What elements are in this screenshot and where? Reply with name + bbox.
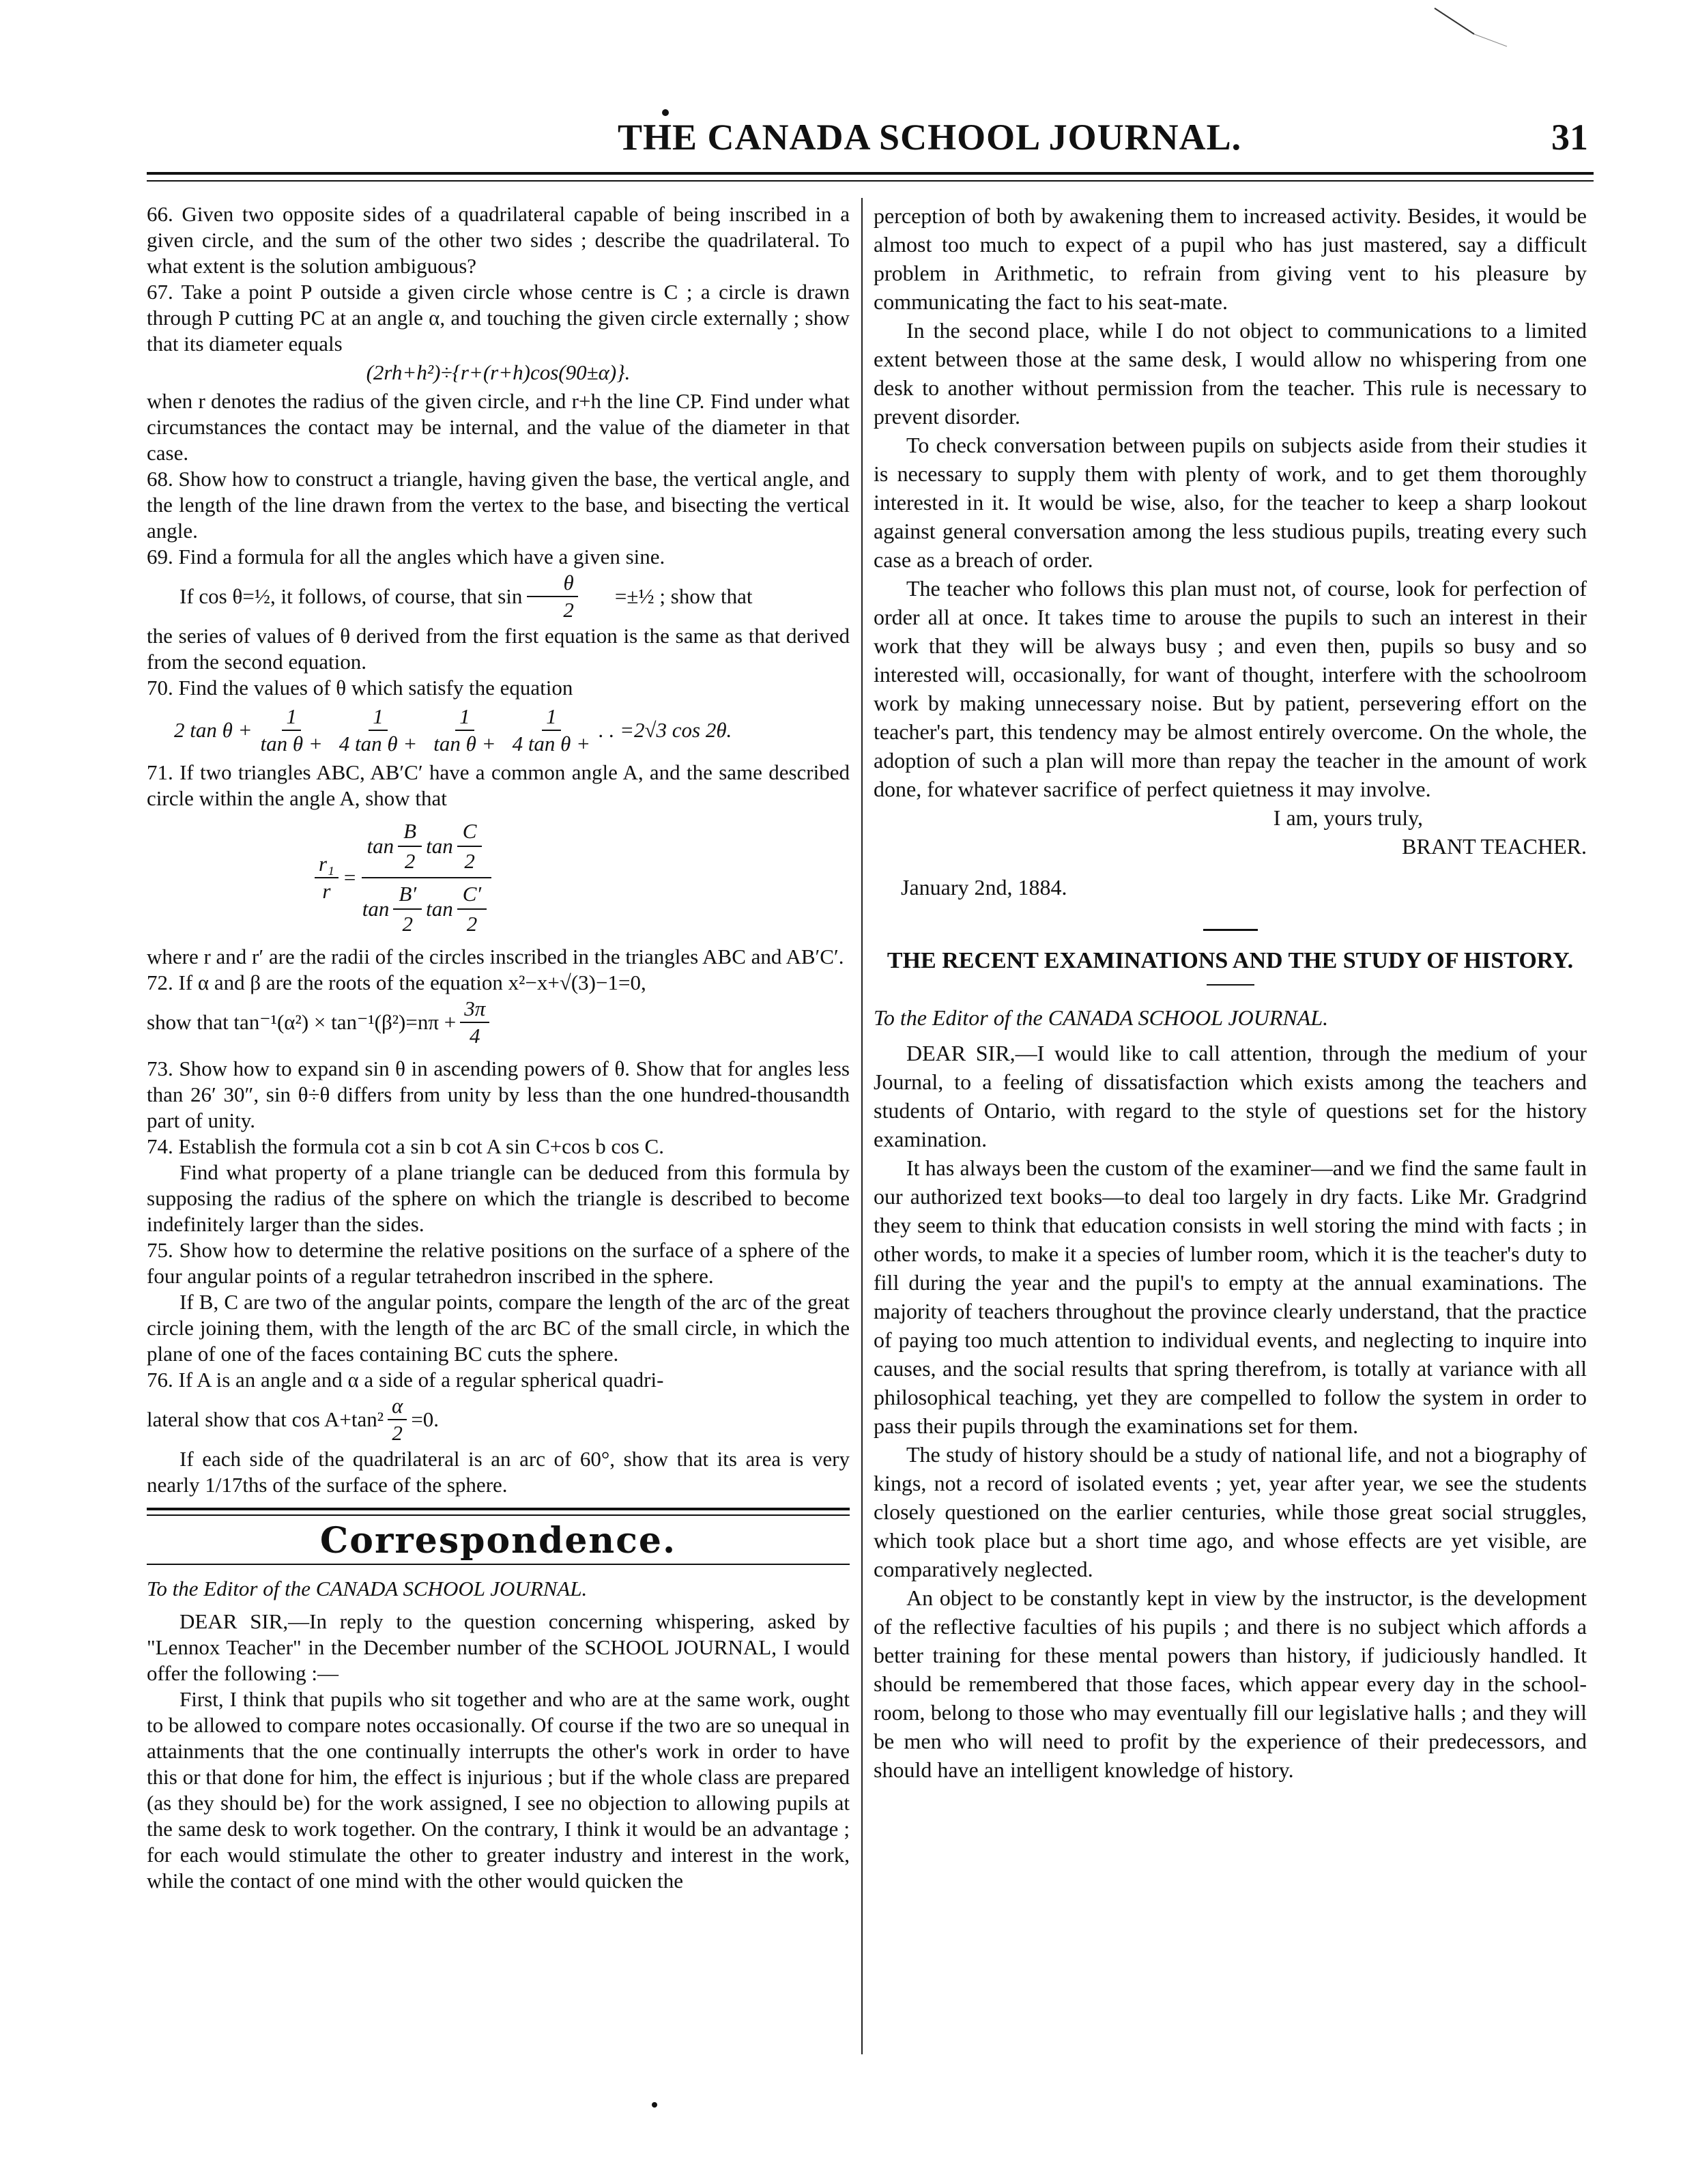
frac-den: 4 (470, 1024, 480, 1048)
problem-75-b: If B, C are two of the angular points, compare the length of the arc of the great circle joining them, with the length of the arc BC of the small circle, in which the plane of one of the faces containing BC cuts the sphere. (147, 1290, 850, 1366)
letter2-paragraph-1: DEAR SIR,—I would like to call attention, through the medium of your Journal, to a feeling of dissatisfaction which exists among the teachers and students of Ontario, with regard to the style of questions set for the history examination. (874, 1041, 1587, 1151)
eq70-frac3 (429, 704, 500, 757)
problem-76-line (147, 1393, 850, 1446)
article-separator (1203, 929, 1258, 931)
frac-num: 3π (460, 996, 489, 1023)
problem-67-tail: when r denotes the radius of the given circle, and r+h the line CP. Find under what circumstances the contact may be internal, and the value of the diameter in that case. (147, 389, 850, 465)
left-column (147, 201, 850, 1894)
letter1-paragraph-1: DEAR SIR,—In reply to the question concerning whispering, asked by "Lennox Teacher" in the December number of the SCHOOL JOURNAL, I would offer the following :— (147, 1609, 850, 1685)
problem-71: 71. If two triangles ABC, AB′C′ have a common angle A, and the same described circle within the angle A, show that (147, 760, 850, 810)
frac-num: θ (527, 570, 578, 597)
article-heading: THE RECENT EXAMINATIONS AND THE STUDY OF HISTORY. (887, 948, 1574, 973)
tan-ratio-num (362, 816, 492, 878)
frac-den: tan θ + (433, 732, 496, 756)
tan-label: tan (362, 897, 390, 921)
problem-76-d: If each side of the quadrilateral is an arc of 60°, show that its area is very nearly 1/17ths of the surface of the sphere. (147, 1447, 850, 1497)
problem-73: 73. Show how to expand sin θ in ascending powers of θ. Show that for angles less than 26′ 30″, sin θ÷θ differs from unity by less than the one hundred-thousandth part of unity. (147, 1057, 850, 1132)
frac-num: α (388, 1393, 407, 1420)
footer-dot (652, 2102, 657, 2108)
alpha-over-two (388, 1393, 407, 1446)
tan-ratio-den (357, 878, 496, 940)
theta-over-two (526, 570, 578, 623)
frac-den: 4 tan θ + (339, 732, 418, 756)
letter1-signature: BRANT TEACHER. (1402, 834, 1587, 859)
section-rule (147, 1508, 850, 1516)
letter1-paragraph-3: perception of both by awakening them to increased activity. Besides, it would be almost too much to expect of a pupil who has just mastered, say a difficult problem in Arithmetic, to refrain from giving vent to his pleasure by communicating the fact to his seat-mate. (874, 203, 1587, 314)
editor-address: To the Editor of the CANADA SCHOOL JOURNAL. (147, 1577, 588, 1600)
eq70-frac4 (508, 704, 595, 757)
heading-underline (1207, 984, 1254, 986)
column-divider (861, 198, 863, 2054)
frac-den: 2 (404, 849, 416, 873)
problem-74-b: Find what property of a plane triangle can be deduced from this formula by supposing the radius of the sphere on which the triangle is described to become indefinitely larger than the sides. (147, 1160, 850, 1236)
b-half (398, 817, 422, 876)
bp-half (393, 880, 422, 938)
frac-den: 2 (402, 912, 413, 936)
frac-num: 1 (542, 704, 561, 731)
problem-68: 68. Show how to construct a triangle, having given the base, the vertical angle, and the length of the line drawn from the vertex to the base, and bisecting the vertical angle. (147, 467, 850, 543)
frac-den: tan θ + (260, 732, 323, 756)
problem-67: 67. Take a point P outside a given circle whose centre is C ; a circle is drawn through P cutting PC at an angle α, and touching the given circle externally ; show that its diameter equals (147, 280, 850, 356)
header-rule (147, 172, 1594, 175)
header-rule-thin (147, 180, 1594, 182)
letter1-paragraph-6: The teacher who follows this plan must not, of course, look for perfection of order all at once. It takes time to arouse the pupils to such an interest in their work that they will be always busy ; and even then, pupils so busy and so interested will, occasionally, for want of thought, interfere with the schoolroom work by making unnecessary noise. But by patient, persevering effort on the teacher's part, this tendency may be almost entirely overcome. On the whole, the adoption of such a plan will more than repay the teacher in the amount of work done, for whatever sacrifice of perfect quietness it may involve. (874, 576, 1587, 801)
letter2-paragraph-2: It has always been the custom of the examiner—and we find the same fault in our authorized text books—to deal too largely in dry facts. Like Mr. Gradgrind they seem to think that education consists in well storing the mind with facts ; in other words, to make it a species of lumber room, which it is the teacher's duty to fill during the year and the pupil's to empty at the annual examinations. The majority of teachers throughout the province clearly understand, that the practice of paying too much attention to individual events, and neglecting to inquire into causes, and the social results that spring therefrom, is totally at variance with all philosophical teaching, yet they are compelled to follow the system in order to pass their pupils through the examinations set for them. (874, 1155, 1587, 1438)
tan-label: tan (366, 834, 394, 858)
letter1-paragraph-4: In the second place, while I do not object to communications to a limited extent between those at the same desk, I would allow no whispering from one desk to another without permission from the teacher. This rule is necessary to prevent disorder. (874, 318, 1587, 429)
frac-num: C (457, 817, 483, 847)
page-number: 31 (1551, 117, 1588, 158)
problem-72-line (147, 996, 850, 1049)
letter1-date: January 2nd, 1884. (901, 875, 1067, 900)
letter2-paragraph-4: An object to be constantly kept in view by the instructor, is the development of the reflective faculties of his pupils ; and there is no subject which affords a better training for these mental powers than history, if judiciously handled. It should be remembered that those faces, which appear every day in the school-room, belong to those who may eventually fill our legislative halls ; and they will be men who will need to profit by the experience of their predecessors, and should have an intelligent knowledge of history. (874, 1585, 1587, 1782)
tan-ratio (357, 816, 496, 940)
r1-over-r (315, 851, 339, 904)
frac-den: 2 (466, 912, 478, 936)
letter1-closing: I am, yours truly, (1273, 805, 1423, 830)
letter1-paragraph-2: First, I think that pupils who sit together and who are at the same work, ought to be allowed to compare notes occasionally. Of course if the two are so unequal in attainments that the one continually interrupts the other's work in order to have this or that done for him, the effect is injurious ; but if the whole class are prepared (as they should be) for the work assigned, I see no objection to allowing pupils at the same desk to work together. On the contrary, I think it would be an advantage ; for each would stimulate the other to greater industry and interest in the work, while the contact of one mind with the other would quicken the (147, 1687, 850, 1893)
eq70-frac1 (257, 704, 327, 757)
tan-label: tan (426, 897, 453, 921)
problem-74: 74. Establish the formula cot a sin b cot A sin C+cos b cos C. (147, 1134, 664, 1158)
problem-72: 72. If α and β are the roots of the equation x²−x+√(3)−1=0, (147, 971, 646, 994)
problem-69-line (147, 570, 850, 623)
problem-75: 75. Show how to determine the relative positions on the surface of a sphere of the four angular points of a regular tetrahedron inscribed in the sphere. (147, 1238, 850, 1288)
eq70-lead: 2 tan θ + (174, 718, 253, 742)
three-pi-over-four (460, 996, 489, 1049)
frac-den: 2 (563, 598, 574, 622)
c-half (457, 817, 483, 876)
frac-den: 4 tan θ + (512, 732, 591, 756)
problem-66: 66. Given two opposite sides of a quadrilateral capable of being inscribed in a given circle, and the sum of the other two sides ; describe the quadrilateral. To what extent is the solution ambiguous? (147, 202, 850, 278)
problem-69: 69. Find a formula for all the angles which have a given sine. (147, 545, 665, 569)
frac-num: 1 (369, 704, 388, 731)
frac-num: B (398, 817, 422, 847)
frac-den: 2 (464, 849, 475, 873)
frac-num: 1 (282, 704, 301, 731)
ornament-dot (662, 109, 669, 116)
editor-address-2: To the Editor of the CANADA SCHOOL JOURNAL. (874, 1005, 1329, 1030)
section-title: Correspondence. (319, 1520, 677, 1562)
equals-sign: = (342, 865, 357, 889)
frac-den: 2 (392, 1421, 403, 1445)
letter2-paragraph-3: The study of history should be a study of national life, and not a biography of kings, not a record of isolated events ; yet, year after year, we see the students closely questioned on the earlier centuries, while those great social struggles, which took place but a short time ago, and whose effects are yet visible, are comparatively neglected. (874, 1442, 1587, 1581)
problem-71-tail: where r and r′ are the radii of the circles inscribed in the triangles ABC and AB′C′. (147, 945, 844, 968)
tan-label: tan (426, 834, 453, 858)
problem-69-a: If cos θ=½, it follows, of course, that sin (179, 584, 523, 608)
eq70-tail: . . =2√3 cos 2θ. (599, 718, 732, 742)
letter1-paragraph-5: To check conversation between pupils on subjects aside from their studies it is necessary to supply them with plenty of work, and to get them thoroughly interested in it. It would be wise, also, for the teacher to keep a sharp lookout against general conversation among the less studious pupils, treating every such case as a breach of order. (874, 433, 1587, 572)
frac-num: r₁ (315, 851, 339, 878)
problem-67-equation: (2rh+h²)÷{r+(r+h)cos(90±α)}. (366, 360, 631, 384)
frac-num: 1 (455, 704, 474, 731)
cp-half (457, 880, 487, 938)
section-rule-thin (147, 1564, 850, 1565)
frac-num: B′ (393, 880, 422, 910)
frac-den: r (322, 879, 331, 903)
problem-76: 76. If A is an angle and α a side of a regular spherical quadri- (147, 1368, 664, 1392)
problem-69-tail: the series of values of θ derived from the first equation is the same as that derived from the second equation. (147, 624, 850, 674)
problem-69-b: =±½ ; show that (614, 584, 753, 608)
page-header (147, 109, 1594, 164)
spacer (147, 1049, 850, 1056)
scan-artifact-mark (1433, 7, 1508, 48)
problem-72-b: show that tan⁻¹(α²) × tan⁻¹(β²)=nπ + (147, 1010, 457, 1034)
problem-76-b: lateral show that cos A+tan² (147, 1407, 384, 1431)
problem-76-c: =0. (411, 1407, 440, 1431)
eq70-frac2 (335, 704, 422, 757)
problem-70-equation (174, 704, 850, 757)
journal-title: THE CANADA SCHOOL JOURNAL. (618, 117, 1242, 158)
frac-num: C′ (457, 880, 487, 910)
problem-71-equation (311, 816, 850, 940)
right-column (874, 201, 1587, 1784)
problem-70: 70. Find the values of θ which satisfy the equation (147, 676, 573, 700)
